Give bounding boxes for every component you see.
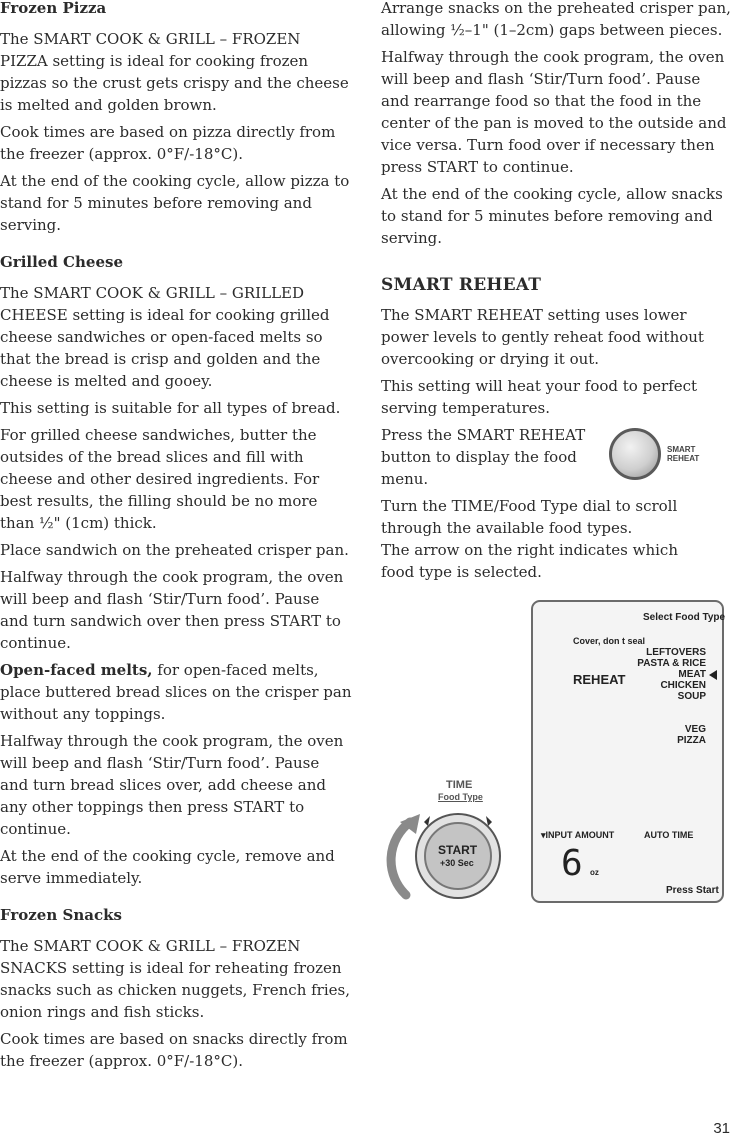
smart-label-line2: REHEAT (667, 454, 700, 463)
open-faced-lead: Open-faced melts, (0, 661, 153, 679)
smart-reheat-p2: This setting will heat your food to perfect serving temperatures. (381, 377, 698, 417)
press-start-text: Press Start (666, 885, 719, 896)
grilled-cheese-p8: At the end of the cooking cycle, remove and serve immediately. (0, 847, 335, 887)
snacks-cont-p2: Halfway through the cook program, the oven will beep and flash ‘Stir/Turn food’. Pause and rearrange food so that the food in the center of the pan is moved to the outside and vice versa. Turn food over if necessary then press START to continue. (381, 48, 727, 176)
open-faced-text: for open-faced melts, place buttered bread slices on the crisper pan without any toppings. (0, 661, 352, 723)
grilled-cheese-p6 (0, 659, 352, 725)
grilled-cheese-p1: The SMART COOK & GRILL – GRILLED CHEESE setting is ideal for cooking grilled cheese sandwiches or open-faced melts so that the bread is crisp and golden and the cheese is melted and gooey. (0, 284, 330, 390)
input-amount-text: ▾INPUT AMOUNT (541, 830, 615, 840)
select-food-type-text: Select Food Type (643, 612, 726, 623)
selection-arrow-icon (709, 670, 717, 680)
menu-item-meat: MEAT (678, 669, 706, 680)
right-column (381, 0, 732, 583)
smart-reheat-p1: The SMART REHEAT setting uses lower power levels to gently reheat food without overcooking or drying it out. (381, 306, 704, 368)
menu-item-veg: VEG (684, 724, 706, 735)
rotate-arrow-icon (391, 822, 410, 895)
left-column (0, 0, 352, 1072)
dial-food-type-label: Food Type (438, 792, 483, 802)
frozen-snacks-p1: The SMART COOK & GRILL – FROZEN SNACKS setting is ideal for reheating frozen snacks such as chicken nuggets, French fries, onion rings and fish sticks. (0, 937, 350, 1021)
smart-reheat-button-label (667, 445, 699, 463)
dial-time-label: TIME (446, 779, 473, 791)
amount-unit: oz (590, 868, 599, 877)
menu-item-chicken: CHICKEN (660, 680, 706, 691)
plus-30-sec-label: +30 Sec (440, 858, 474, 868)
menu-item-leftovers: LEFTOVERS (646, 647, 706, 658)
menu-item-soup: SOUP (677, 691, 706, 702)
auto-time-text: AUTO TIME (644, 830, 694, 840)
snacks-cont-p1: Arrange snacks on the preheated crisper pan, allowing ½–1" (1–2cm) gaps between pieces. (381, 0, 731, 39)
menu-item-pizza: PIZZA (677, 735, 706, 746)
frozen-snacks-heading: Frozen Snacks (0, 906, 122, 924)
mode-reheat-text: REHEAT (573, 672, 626, 687)
smart-reheat-p3: Press the SMART REHEAT button to display the food menu. (381, 426, 586, 488)
menu-item-pasta-rice: PASTA & RICE (637, 658, 706, 669)
grilled-cheese-p4: Place sandwich on the preheated crisper pan. (0, 541, 349, 559)
snacks-cont-p3: At the end of the cooking cycle, allow snacks to stand for 5 minutes before removing and serving. (381, 185, 723, 247)
frozen-pizza-p1: The SMART COOK & GRILL – FROZEN PIZZA setting is ideal for cooking frozen pizzas so the crust gets crispy and the cheese is melted and golden brown. (0, 30, 349, 114)
grilled-cheese-p7: Halfway through the cook program, the oven will beep and flash ‘Stir/Turn food’. Pause and turn bread slices over, add cheese and any other toppings then press START to continue. (0, 732, 344, 838)
frozen-snacks-p2: Cook times are based on snacks directly from the freezer (approx. 0°F/-18°C). (0, 1030, 348, 1070)
page-number: 31 (713, 1120, 730, 1137)
frozen-pizza-heading: Frozen Pizza (0, 0, 107, 17)
smart-reheat-p4b: The arrow on the right indicates which food type is selected. (381, 541, 678, 581)
amount-value: 6 (561, 843, 583, 884)
grilled-cheese-p5: Halfway through the cook program, the oven will beep and flash ‘Stir/Turn food’. Pause and turn sandwich over then press START to continue. (0, 568, 344, 652)
start-button-label[interactable]: START (438, 843, 478, 857)
smart-reheat-p4a: Turn the TIME/Food Type dial to scroll through the available food types. (381, 497, 678, 537)
frozen-pizza-p3: At the end of the cooking cycle, allow pizza to stand for 5 minutes before removing and serving. (0, 172, 350, 234)
grilled-cheese-heading: Grilled Cheese (0, 253, 123, 271)
smart-reheat-button[interactable] (609, 428, 661, 480)
lcd-display (531, 600, 724, 903)
frozen-pizza-p2: Cook times are based on pizza directly from the freezer (approx. 0°F/-18°C). (0, 123, 336, 163)
grilled-cheese-p3: For grilled cheese sandwiches, butter the outsides of the bread slices and fill with cheese and other desired ingredients. For best results, the filling should be no more than ½" (1cm) thick. (0, 426, 320, 532)
grilled-cheese-p2: This setting is suitable for all types of bread. (0, 399, 341, 417)
cover-text: Cover, don t seal (573, 636, 646, 646)
smart-reheat-heading: SMART REHEAT (381, 275, 542, 295)
smart-label-line1: SMART (667, 445, 696, 454)
input-amount-label: INPUT AMOUNT (545, 830, 615, 840)
